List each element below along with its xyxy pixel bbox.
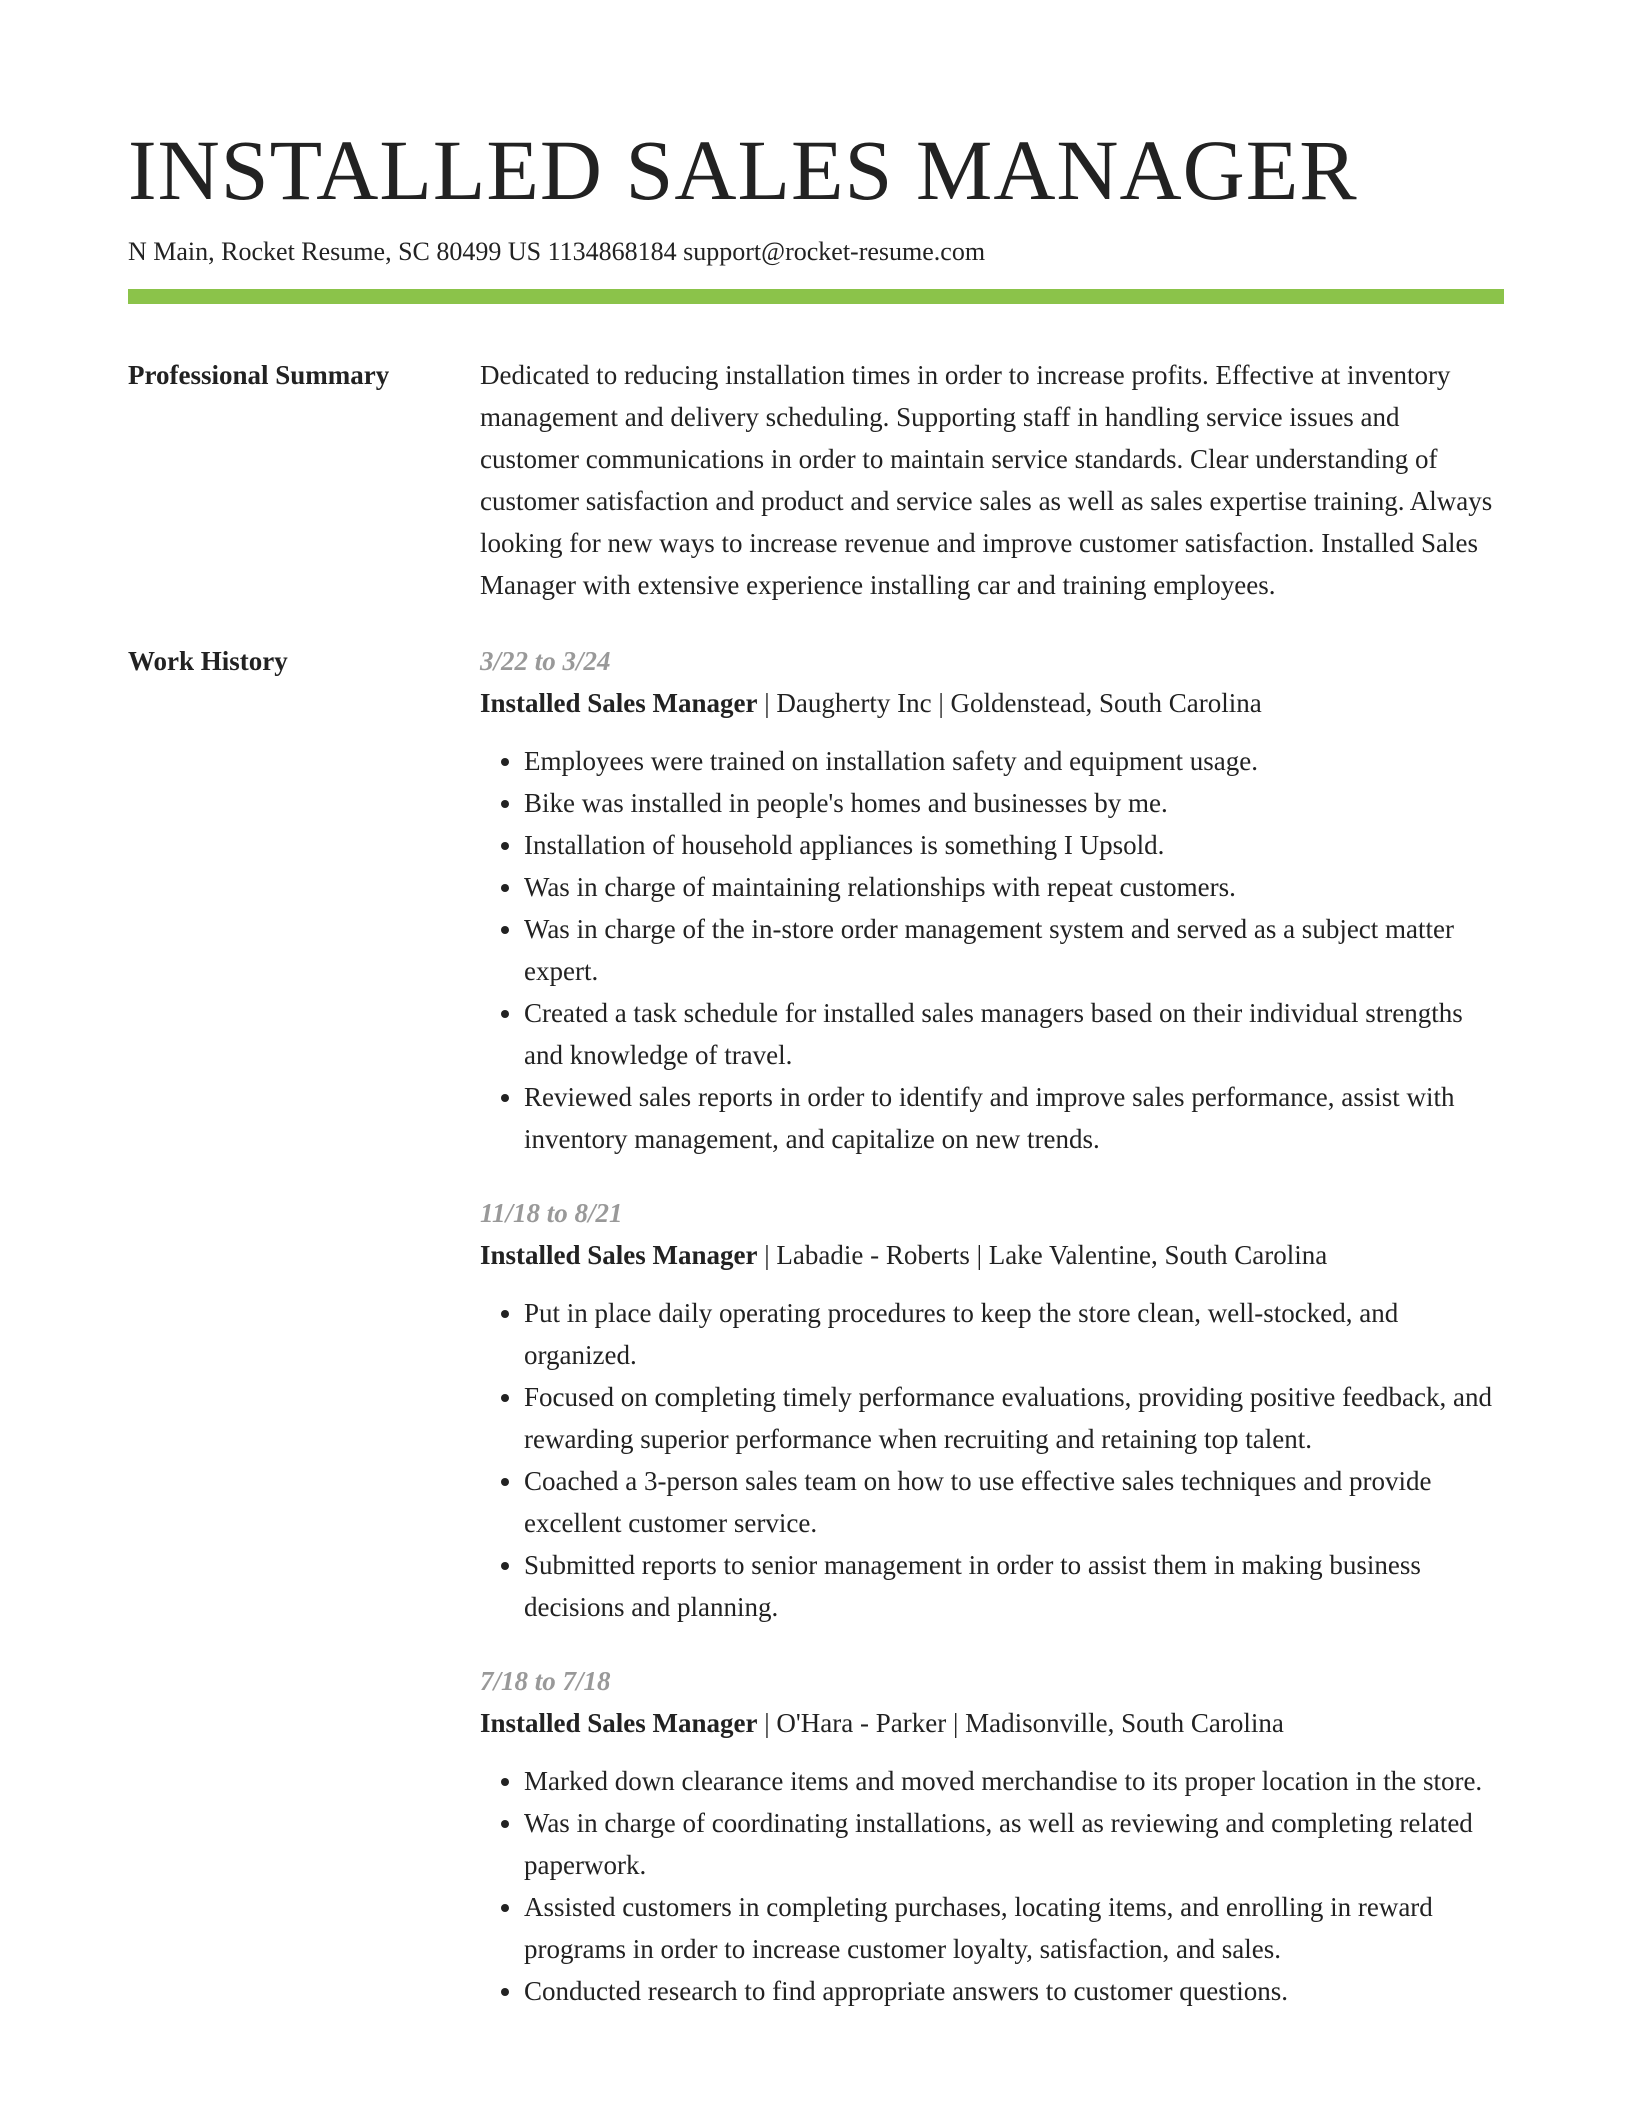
job-bullet: • Marked down clearance items and moved merchandise to its proper location in the store. bbox=[524, 1760, 1504, 1802]
resume-name: INSTALLED SALES MANAGER bbox=[128, 122, 1358, 218]
contact-address: N Main, Rocket Resume, SC 80499 US bbox=[128, 237, 542, 266]
resume-page bbox=[128, 118, 1504, 2044]
job-bullets bbox=[480, 1760, 1504, 2012]
work-history-section bbox=[128, 640, 1504, 2044]
job-heading bbox=[480, 1234, 1504, 1276]
job-entry bbox=[480, 640, 1504, 1160]
summary-heading: Professional Summary bbox=[128, 360, 390, 390]
job-bullet: • Focused on completing timely performance evaluations, providing positive feedback, and rewarding superior performance when recruiting and retaining top talent. bbox=[524, 1376, 1504, 1460]
job-bullet: • Employees were trained on installation safety and equipment usage. bbox=[524, 740, 1504, 782]
job-title: Installed Sales Manager bbox=[480, 688, 758, 718]
job-heading bbox=[480, 1702, 1504, 1744]
job-bullet: • Bike was installed in people's homes and businesses by me. bbox=[524, 782, 1504, 824]
job-heading bbox=[480, 682, 1504, 724]
job-bullet: • Assisted customers in completing purchases, locating items, and enrolling in reward programs in order to increase customer loyalty, satisfaction, and sales. bbox=[524, 1886, 1504, 1970]
job-details: | Daugherty Inc | Goldenstead, South Carolina bbox=[757, 688, 1262, 718]
job-dates: 7/18 to 7/18 bbox=[480, 1666, 611, 1696]
summary-section bbox=[128, 354, 1504, 606]
contact-line bbox=[128, 234, 1504, 270]
job-bullet: • Reviewed sales reports in order to identify and improve sales performance, assist with inventory management, and capitalize on new trends. bbox=[524, 1076, 1504, 1160]
job-bullet: • Installation of household appliances is something I Upsold. bbox=[524, 824, 1504, 866]
job-bullet: • Coached a 3-person sales team on how to use effective sales techniques and provide excellent customer service. bbox=[524, 1460, 1504, 1544]
job-bullet: • Created a task schedule for installed sales managers based on their individual strengths and knowledge of travel. bbox=[524, 992, 1504, 1076]
job-bullet: • Conducted research to find appropriate answers to customer questions. bbox=[524, 1970, 1504, 2012]
job-title: Installed Sales Manager bbox=[480, 1240, 758, 1270]
job-dates: 11/18 to 8/21 bbox=[480, 1198, 623, 1228]
job-bullets bbox=[480, 1292, 1504, 1628]
job-bullet: • Was in charge of coordinating installations, as well as reviewing and completing related paperwork. bbox=[524, 1802, 1504, 1886]
job-bullet: • Was in charge of the in-store order management system and served as a subject matter expert. bbox=[524, 908, 1504, 992]
job-bullet: • Was in charge of maintaining relationships with repeat customers. bbox=[524, 866, 1504, 908]
job-entry bbox=[480, 1660, 1504, 2012]
job-details: | O'Hara - Parker | Madisonville, South Carolina bbox=[757, 1708, 1284, 1738]
job-bullet: • Put in place daily operating procedures to keep the store clean, well-stocked, and organized. bbox=[524, 1292, 1504, 1376]
job-details: | Labadie - Roberts | Lake Valentine, South Carolina bbox=[757, 1240, 1328, 1270]
summary-text: Dedicated to reducing installation times in order to increase profits. Effective at inventory management and delivery scheduling. Supporting staff in handling service issues and customer communications in order to maintain service standards. Clear understanding of customer satisfaction and product and service sales as well as sales expertise training. Always looking for new ways to increase revenue and improve customer satisfaction. Installed Sales Manager with extensive experience installing car and training employees. bbox=[480, 360, 1493, 600]
contact-email[interactable]: support@rocket-resume.com bbox=[683, 237, 986, 266]
header-divider bbox=[128, 289, 1504, 304]
job-dates: 3/22 to 3/24 bbox=[480, 646, 611, 676]
contact-phone: 1134868184 bbox=[547, 237, 677, 266]
job-bullets bbox=[480, 740, 1504, 1160]
job-entry bbox=[480, 1192, 1504, 1628]
work-history-list bbox=[480, 640, 1504, 2044]
job-title: Installed Sales Manager bbox=[480, 1708, 758, 1738]
job-bullet: • Submitted reports to senior management in order to assist them in making business decisions and planning. bbox=[524, 1544, 1504, 1628]
work-history-heading: Work History bbox=[128, 646, 288, 676]
